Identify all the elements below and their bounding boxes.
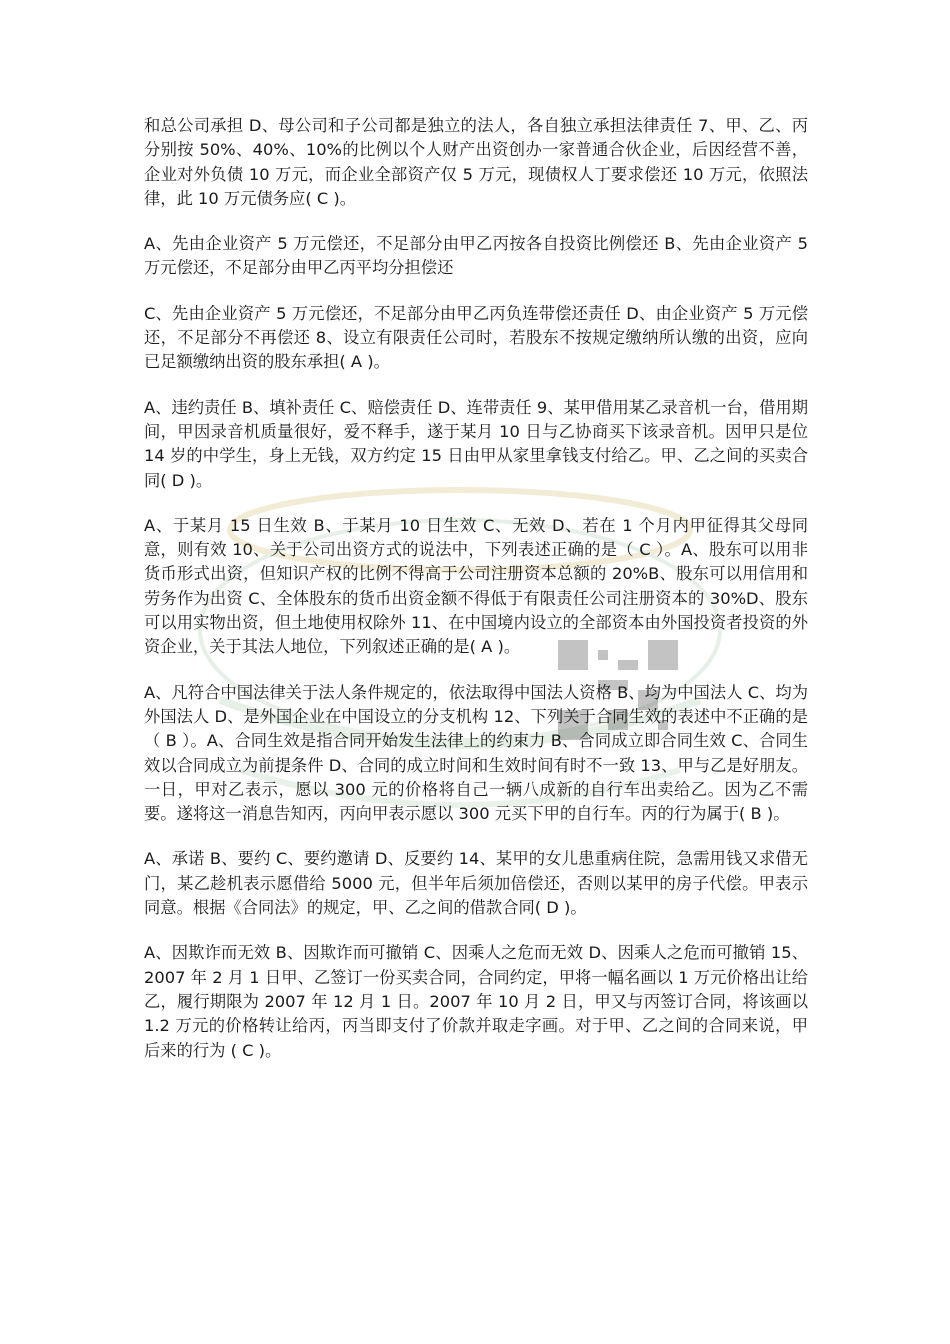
paragraph-3: C、先由企业资产 5 万元偿还，不足部分由甲乙丙负连带偿还责任 D、由企业资产 5 万元偿还，不足部分不再偿还 8、设立有限责任公司时，若股东不按规定缴纳所认缴的出资，应向已足额缴纳出资的股东承担( A )。 (144, 303, 808, 372)
paragraph-6: A、凡符合中国法律关于法人条件规定的，依法取得中国法人资格 B、均为中国法人 C、均为外国法人 D、是外国企业在中国设立的分支机构 12、下列关于合同生效的表述中不正确的是（ B ）。A、合同生效是指合同开始发生法律上的约束力 B、合同成立即合同生效 C、合同生效以合同成立为前提条件 D、合同的成立时间和生效时间有时不一致 13、甲与乙是好朋友。一日，甲对乙表示，愿以 300 元的价格将自己一辆八成新的自行车出卖给乙。因为乙不需要。遂将这一消息告知丙，丙向甲表示愿以 300 元买下甲的自行车。丙的行为属于( B )。 (144, 682, 808, 824)
paragraph-8: A、因欺诈而无效 B、因欺诈而可撤销 C、因乘人之危而无效 D、因乘人之危而可撤销 15、2007 年 2 月 1 日甲、乙签订一份买卖合同，合同约定，甲将一幅名画以 1 万元价格出让给乙，履行期限为 2007 年 12 月 1 日。2007 年 10 月 2 日，甲又与丙签订合同，将该画以 1.2 万元的价格转让给丙，丙当即支付了价款并取走字画。对于甲、乙之间的合同来说，甲后来的行为 ( C )。 (144, 943, 808, 1060)
document-body (144, 114, 808, 1084)
paragraph-1: 和总公司承担 D、母公司和子公司都是独立的法人，各自独立承担法律责任 7、甲、乙、丙分别按 50%、40%、10%的比例以个人财产出资创办一家普通合伙企业，后因经营不善，企业对外负债 10 万元，而企业全部资产仅 5 万元，现债权人丁要求偿还 10 万元，依照法律，此 10 万元债务应( C )。 (144, 116, 808, 208)
paragraph-5: A、于某月 15 日生效 B、于某月 10 日生效 C、无效 D、若在 1 个月内甲征得其父母同意，则有效 10、关于公司出资方式的说法中，下列表述正确的是（ C ）。A、股东可以用非货币形式出资，但知识产权的比例不得高于公司注册资本总额的 20%B、股东可以用信用和劳务作为出资 C、全体股东的货币出资金额不得低于有限责任公司注册资本的 30%D、股东可以用实物出资，但土地使用权除外 11、在中国境内设立的全部资本由外国投资者投资的外资企业，关于其法人地位，下列叙述正确的是( A )。 (144, 515, 808, 657)
paragraph-4: A、违约责任 B、填补责任 C、赔偿责任 D、连带责任 9、某甲借用某乙录音机一台，借用期间，甲因录音机质量很好，爱不释手，遂于某月 10 日与乙协商买下该录音机。因甲只是位 14 岁的中学生，身上无钱，双方约定 15 日由甲从家里拿钱支付给乙。甲、乙之间的买卖合同( D )。 (144, 397, 808, 490)
paragraph-2: A、先由企业资产 5 万元偿还，不足部分由甲乙丙按各自投资比例偿还 B、先由企业资产 5 万元偿还，不足部分由甲乙丙平均分担偿还 (144, 234, 808, 278)
paragraph-7: A、承诺 B、要约 C、要约邀请 D、反要约 14、某甲的女儿患重病住院，急需用钱又求借无门，某乙趁机表示愿借给 5000 元，但半年后须加倍偿还，否则以某甲的房子代偿。甲表示同意。根据《合同法》的规定，甲、乙之间的借款合同( D )。 (144, 849, 808, 918)
